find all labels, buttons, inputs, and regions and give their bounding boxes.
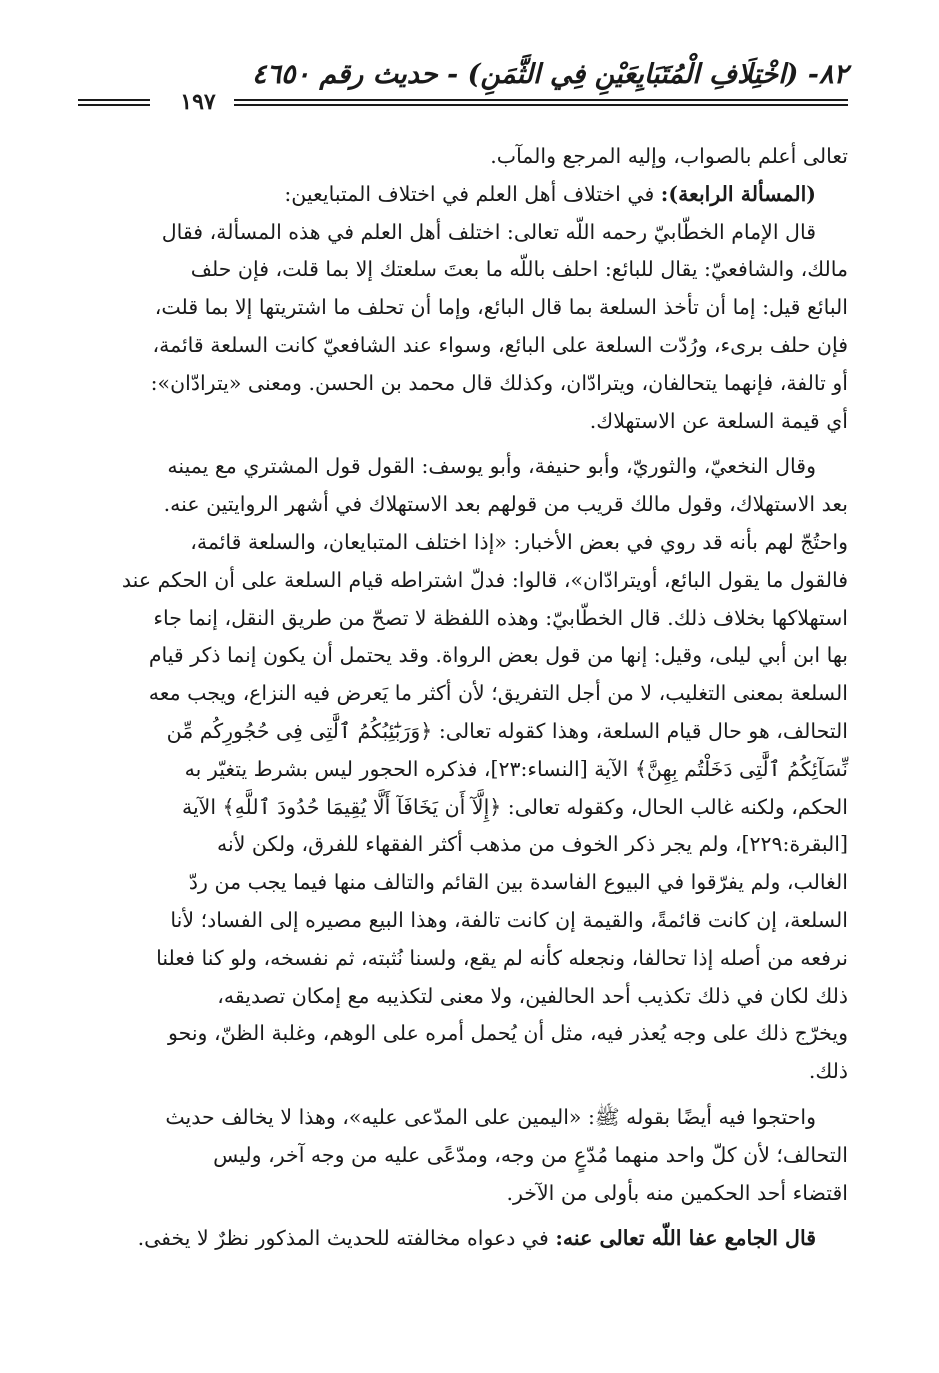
paragraph-issue-heading — [78, 176, 848, 214]
paragraph-hadith — [78, 1099, 848, 1212]
text-line: بها ابن أبي ليلى، وقيل: إنها من قول بعض الرواة. وقد يحتمل أن يكون إنما ذكر قيام — [148, 643, 848, 668]
text-line — [78, 176, 816, 214]
text-line: بعد الاستهلاك، وقول مالك قريب من قولهم بعد الاستهلاك في أشهر الروايتين عنه. — [163, 492, 848, 517]
paragraph-khattabi — [78, 214, 848, 441]
text-line: ذلك لكان في ذلك تكذيب أحد الحالفين، ولا معنى لتكذيبه مع إمكان تصديقه، — [217, 983, 848, 1008]
text-line: اقتضاء أحد الحكمين منه بأولى من الآخر. — [506, 1180, 848, 1205]
text-line: الغالب، ولم يفرّقوا في البيوع الفاسدة بين القائم والتالف منها فيما يجب من ردّ — [188, 870, 848, 895]
text-line: نِّسَآئِكُمُ ٱلَّٰتِى دَخَلْتُم بِهِنَّ﴾ الآية [النساء:٢٣]، فذكره الحجور ليس بشرط يتغيّر به — [184, 756, 848, 781]
paragraph-nakhai — [78, 448, 848, 1091]
body-text — [78, 138, 848, 1258]
text-line: ويخرّج ذلك على وجه يُعذر فيه، مثل أن يُحمل أمره على الوهم، وغلبة الظنّ، ونحو — [168, 1021, 848, 1046]
text-line — [78, 1220, 816, 1258]
running-header: ٨٢- (اخْتِلَافِ الْمُتَبَايِعَيْنِ فِي الثَّمَنِ) - حديث رقم ٤٦٥٠ — [252, 59, 848, 90]
text-line: نرفعه من أصله إذا تحالفا، ونجعله كأنه لم يقع، ولسنا نُثبته، ثم نفسخه، ولو كنا فعلنا — [156, 945, 848, 970]
compiler-label: قال الجامع عفا اللّه تعالى عنه: — [555, 1226, 816, 1251]
text-line: استهلاكها بخلاف ذلك. قال الخطّابيّ: وهذه اللفظة لا تصحّ من طريق النقل، إنما جاء — [153, 605, 848, 630]
text-line: قال الإمام الخطّابيّ رحمه اللّه تعالى: اختلف أهل العلم في هذه المسألة، فقال — [161, 219, 816, 244]
text-line: واحتجوا فيه أيضًا بقوله ﷺ: «اليمين على المدّعى عليه»، وهذا لا يخالف حديث — [165, 1104, 816, 1129]
text-line: [البقرة:٢٢٩]، ولم يجر ذكر الخوف من مذهب أكثر الفقهاء للفرق، ولكن لأنه — [217, 832, 848, 857]
issue-text: في اختلاف أهل العلم في اختلاف المتبايعين: — [284, 181, 661, 206]
page-number: ١٩٧ — [180, 89, 216, 115]
text-line: السلعة بمعنى التغليب، لا من أجل التفريق؛ لأن أكثر ما يَعرض فيه النزاع، ويجب معه — [148, 681, 848, 706]
text-line: أو تالفة، فإنهما يتحالفان، ويترادّان، وكذلك قال محمد بن الحسن. ومعنى «يترادّان»: — [150, 370, 848, 395]
header-rule-right — [234, 99, 848, 106]
compiler-text: في دعواه مخالفته للحديث المذكور نظرٌ لا يخفى. — [137, 1226, 556, 1251]
text-line: فإن حلف برىء، ورُدّت السلعة على البائع، وسواء عند الشافعيّ كانت السلعة قائمة، — [152, 332, 848, 357]
text-line: التحالف؛ لأن كلّ واحد منهما مُدّعٍ من وجه، ومدّعًى عليه من وجه آخر، وليس — [213, 1142, 848, 1167]
text-line: التحالف، هو حال قيام السلعة، وهذا كقوله تعالى: ﴿وَرَبَٰٓئِبُكُمُ ٱلَّٰتِى فِى حُجُورِكُم مِّن — [166, 718, 848, 743]
text-line: أي قيمة السلعة عن الاستهلاك. — [589, 408, 848, 433]
text-line: السلعة، إن كانت قائمةً، والقيمة إن كانت تالفة، وهذا البيع مصيره إلى الفساد؛ لأنا — [170, 907, 848, 932]
text-line: فالقول ما يقول البائع، أويترادّان»، قالوا: فدلّ اشتراطه قيام السلعة على أن الحكم عند — [121, 567, 848, 592]
paragraph-closing — [78, 138, 848, 176]
text-line: ذلك. — [808, 1059, 848, 1084]
text-line: مالك، والشافعيّ: يقال للبائع: احلف باللّه ما بعتَ سلعتك إلا بما قلت، فإن حلف — [190, 257, 848, 282]
text-line: واحتُجّ لهم بأنه قد روي في بعض الأخبار: «إذا اختلف المتبايعان، والسلعة قائمة، — [190, 529, 848, 554]
text-line: وقال النخعيّ، والثوريّ، وأبو حنيفة، وأبو يوسف: القول قول المشتري مع يمينه — [167, 454, 816, 479]
text-line: تعالى أعلم بالصواب، وإليه المرجع والمآب. — [490, 144, 848, 168]
text-line: الحكم، ولكنه غالب الحال، وكقوله تعالى: ﴿إِلَّآ أَن يَخَافَآ أَلَّا يُقِيمَا حُدُودَ ٱللَّهِ﴾ الآية — [181, 794, 848, 819]
header-rule — [78, 89, 848, 115]
issue-label: (المسألة الرابعة): — [660, 181, 816, 206]
text-line: البائع قيل: إما أن تأخذ السلعة بما قال البائع، وإما أن تحلف ما اشتريتها إلا بما قلت، — [154, 295, 848, 320]
header-rule-left — [78, 99, 150, 106]
paragraph-compiler-note — [78, 1220, 848, 1258]
